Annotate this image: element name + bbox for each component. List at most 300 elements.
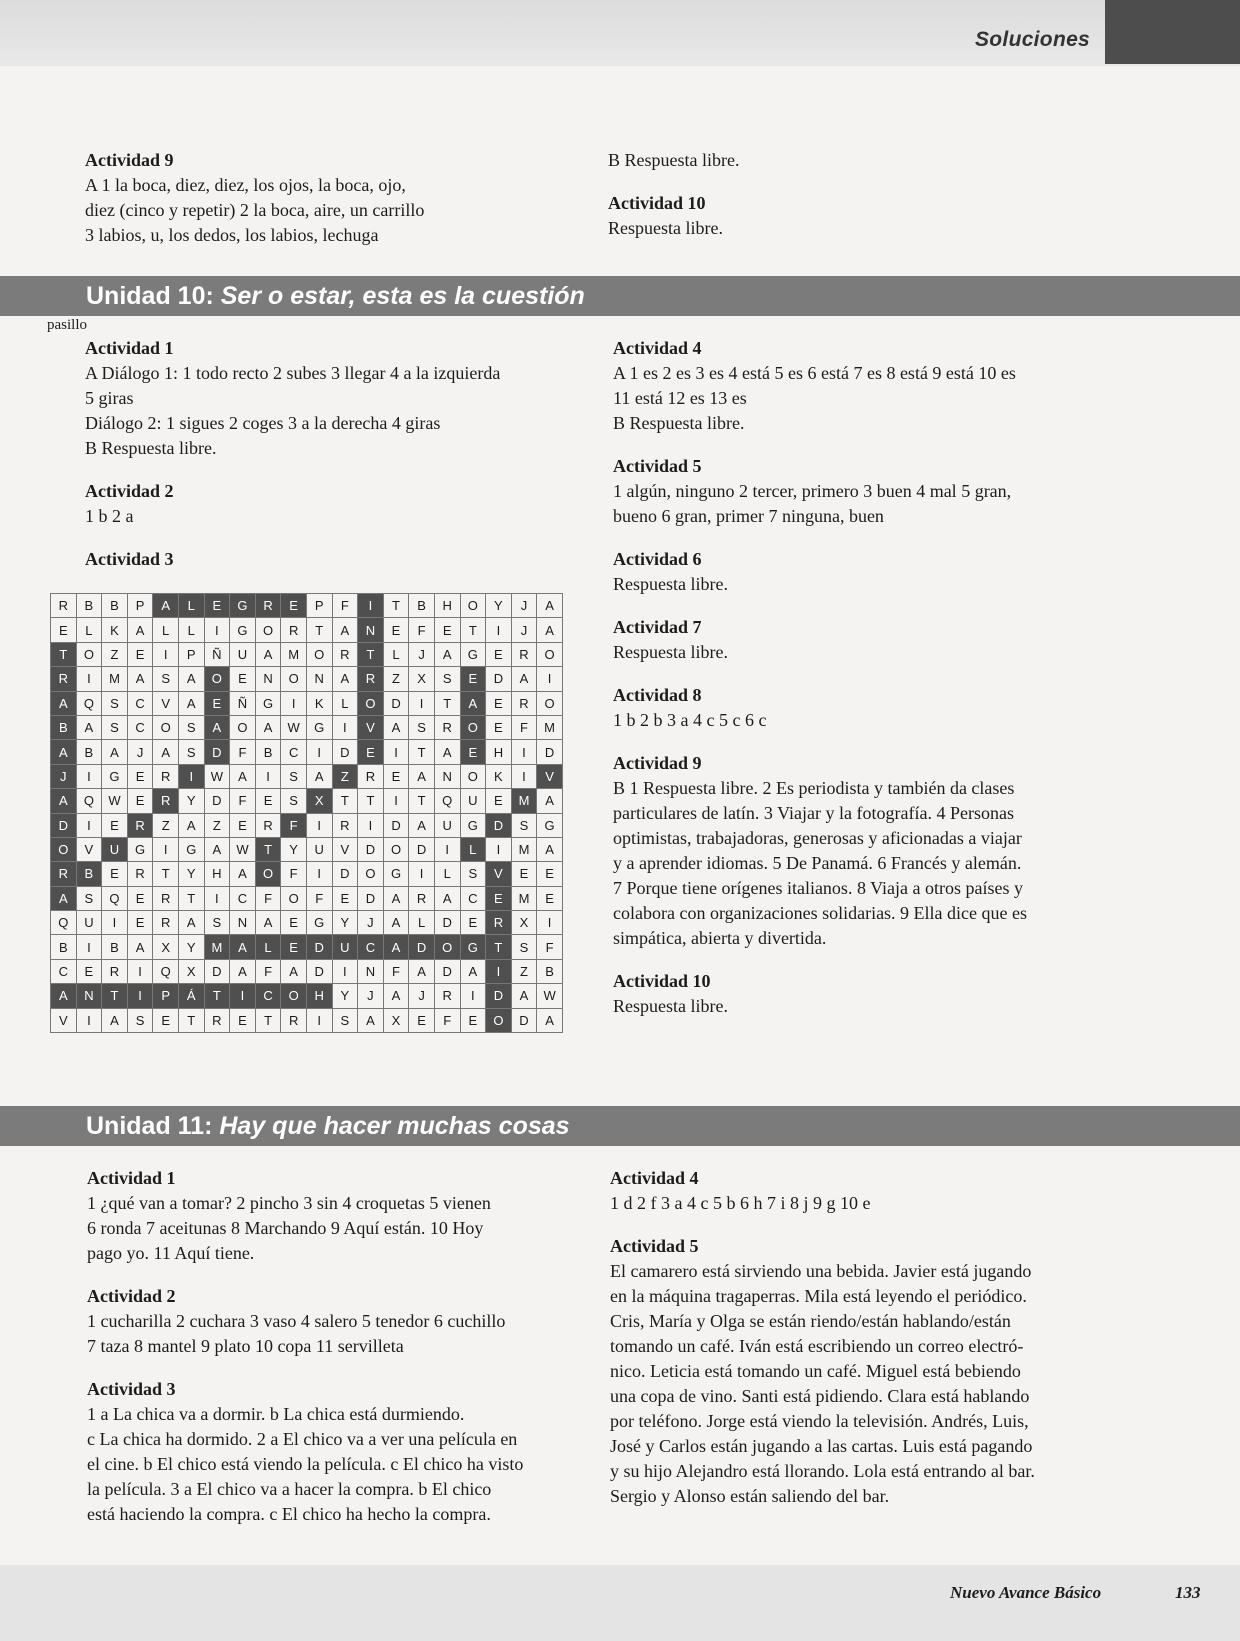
grid-cell: O xyxy=(76,642,102,666)
answer-line: 6 ronda 7 aceitunas 8 Marchando 9 Aquí están. 10 Hoy xyxy=(87,1218,484,1238)
grid-cell: S xyxy=(511,813,537,837)
grid-cell: A xyxy=(383,984,409,1008)
page-number: 133 xyxy=(1175,1583,1201,1602)
grid-cell: E xyxy=(486,642,512,666)
grid-cell: I xyxy=(358,594,384,618)
grid-cell: A xyxy=(127,618,153,642)
grid-row xyxy=(51,959,563,983)
u10-right-column xyxy=(613,336,1113,1019)
grid-cell: E xyxy=(486,691,512,715)
grid-cell: D xyxy=(332,740,358,764)
grid-cell: O xyxy=(537,642,563,666)
grid-cell: E xyxy=(281,935,307,959)
u11-left-column xyxy=(87,1166,607,1527)
grid-cell: A xyxy=(102,1008,128,1032)
unit11-band xyxy=(0,1106,1240,1146)
grid-cell: Z xyxy=(153,813,179,837)
grid-cell: B xyxy=(537,959,563,983)
grid-cell: A xyxy=(358,1008,384,1032)
grid-cell: J xyxy=(511,594,537,618)
grid-cell: A xyxy=(255,715,281,739)
grid-cell: I xyxy=(204,886,230,910)
grid-row xyxy=(51,715,563,739)
grid-cell: A xyxy=(537,1008,563,1032)
grid-cell: E xyxy=(127,911,153,935)
grid-cell: B xyxy=(76,862,102,886)
grid-row xyxy=(51,740,563,764)
grid-cell: T xyxy=(306,618,332,642)
answer-line: B Respuesta libre. xyxy=(85,438,217,458)
grid-cell: E xyxy=(127,886,153,910)
u10-left-column xyxy=(85,336,605,572)
spacer xyxy=(610,1216,1110,1234)
grid-cell: I xyxy=(383,740,409,764)
grid-cell: U xyxy=(460,789,486,813)
grid-cell: W xyxy=(102,789,128,813)
answer-line: simpática, abierta y divertida. xyxy=(613,928,827,948)
activity-heading: Actividad 1 xyxy=(87,1168,176,1188)
grid-cell: D xyxy=(358,837,384,861)
spacer xyxy=(613,436,1113,454)
word-search-grid xyxy=(50,593,563,1033)
grid-cell: C xyxy=(230,886,256,910)
grid-cell: A xyxy=(383,935,409,959)
grid-cell: O xyxy=(537,691,563,715)
grid-cell: O xyxy=(460,715,486,739)
grid-cell: I xyxy=(332,715,358,739)
grid-cell: D xyxy=(306,959,332,983)
grid-cell: T xyxy=(460,618,486,642)
grid-cell: F xyxy=(332,594,358,618)
grid-row xyxy=(51,911,563,935)
grid-cell: I xyxy=(306,813,332,837)
grid-cell: G xyxy=(460,935,486,959)
grid-cell: E xyxy=(127,764,153,788)
grid-cell: I xyxy=(204,618,230,642)
answer-line: 1 ¿qué van a tomar? 2 pincho 3 sin 4 croquetas 5 vienen xyxy=(87,1193,491,1213)
answer-line: 1 algún, ninguno 2 tercer, primero 3 buen 4 mal 5 gran, xyxy=(613,481,1012,501)
grid-cell: R xyxy=(332,642,358,666)
grid-cell: Y xyxy=(332,911,358,935)
grid-cell: O xyxy=(281,984,307,1008)
grid-cell: D xyxy=(486,984,512,1008)
grid-cell: E xyxy=(460,1008,486,1032)
grid-cell: I xyxy=(306,1008,332,1032)
grid-cell: D xyxy=(204,959,230,983)
grid-cell: L xyxy=(434,862,460,886)
grid-cell: V xyxy=(486,862,512,886)
grid-cell: J xyxy=(358,984,384,1008)
grid-cell: P xyxy=(127,594,153,618)
grid-cell: X xyxy=(306,789,332,813)
answer-line: Respuesta libre. xyxy=(613,996,728,1016)
grid-cell: A xyxy=(537,837,563,861)
grid-cell: Q xyxy=(434,789,460,813)
spacer xyxy=(613,951,1113,969)
grid-cell: S xyxy=(204,911,230,935)
grid-cell: A xyxy=(281,959,307,983)
grid-cell: K xyxy=(102,618,128,642)
grid-cell: E xyxy=(383,764,409,788)
grid-cell: B xyxy=(51,935,77,959)
grid-cell: S xyxy=(460,862,486,886)
answer-line: colabora con organizaciones solidarias. 9 Ella dice que es xyxy=(613,903,1028,923)
grid-row xyxy=(51,837,563,861)
activity-heading: Actividad 6 xyxy=(613,549,702,569)
grid-cell: H xyxy=(204,862,230,886)
grid-row xyxy=(51,667,563,691)
grid-cell: E xyxy=(383,618,409,642)
u11-right-column xyxy=(610,1166,1110,1509)
answer-line: El camarero está sirviendo una bebida. Javier está jugando xyxy=(610,1261,1032,1281)
answer-line: por teléfono. Jorge está viendo la televisión. Andrés, Luis, xyxy=(610,1411,1029,1431)
grid-cell: O xyxy=(434,935,460,959)
grid-cell: I xyxy=(255,764,281,788)
grid-cell: I xyxy=(486,959,512,983)
grid-cell: A xyxy=(383,886,409,910)
grid-cell: Ñ xyxy=(230,691,256,715)
activity-heading: Actividad 5 xyxy=(613,456,702,476)
grid-cell: S xyxy=(127,1008,153,1032)
grid-cell: R xyxy=(511,691,537,715)
grid-cell: J xyxy=(358,911,384,935)
grid-cell: D xyxy=(409,935,435,959)
grid-cell: A xyxy=(51,691,77,715)
activity-heading: Actividad 10 xyxy=(608,193,706,213)
grid-cell: U xyxy=(102,837,128,861)
grid-cell: D xyxy=(486,667,512,691)
grid-cell: O xyxy=(255,618,281,642)
grid-cell: O xyxy=(255,862,281,886)
grid-cell: A xyxy=(230,764,256,788)
grid-cell: H xyxy=(434,594,460,618)
grid-cell: V xyxy=(51,1008,77,1032)
grid-cell: X xyxy=(409,667,435,691)
grid-cell: E xyxy=(460,911,486,935)
grid-cell: A xyxy=(255,642,281,666)
grid-cell: E xyxy=(486,715,512,739)
grid-cell: S xyxy=(153,667,179,691)
grid-cell: O xyxy=(358,691,384,715)
grid-cell: G xyxy=(230,594,256,618)
grid-cell: R xyxy=(127,813,153,837)
grid-cell: G xyxy=(255,691,281,715)
grid-cell: R xyxy=(434,984,460,1008)
grid-cell: T xyxy=(255,837,281,861)
grid-cell: R xyxy=(281,618,307,642)
grid-cell: A xyxy=(511,984,537,1008)
grid-cell: F xyxy=(281,862,307,886)
grid-cell: E xyxy=(537,862,563,886)
footer-band xyxy=(0,1565,1240,1641)
grid-cell: A xyxy=(460,959,486,983)
grid-cell: P xyxy=(306,594,332,618)
grid-cell: N xyxy=(358,618,384,642)
grid-cell: E xyxy=(204,594,230,618)
grid-cell: V xyxy=(332,837,358,861)
grid-cell: L xyxy=(76,618,102,642)
grid-cell: I xyxy=(409,862,435,886)
grid-cell: R xyxy=(153,764,179,788)
grid-cell: A xyxy=(51,740,77,764)
grid-cell: G xyxy=(306,911,332,935)
grid-cell: O xyxy=(153,715,179,739)
grid-cell: R xyxy=(511,642,537,666)
unit10-band xyxy=(0,276,1240,316)
grid-cell: I xyxy=(409,691,435,715)
grid-cell: D xyxy=(51,813,77,837)
answer-line: 5 giras xyxy=(85,388,134,408)
grid-cell: A xyxy=(178,911,204,935)
grid-cell: U xyxy=(332,935,358,959)
grid-cell: G xyxy=(178,837,204,861)
grid-cell: E xyxy=(153,1008,179,1032)
grid-cell: R xyxy=(332,813,358,837)
grid-cell: R xyxy=(153,789,179,813)
answer-line: 11 está 12 es 13 es xyxy=(613,388,747,408)
grid-cell: H xyxy=(306,984,332,1008)
grid-cell: A xyxy=(434,740,460,764)
grid-cell: O xyxy=(460,594,486,618)
answer-line: y a aprender idiomas. 5 De Panamá. 6 Francés y alemán. xyxy=(613,853,1022,873)
grid-cell: E xyxy=(127,789,153,813)
grid-cell: I xyxy=(537,911,563,935)
grid-cell: D xyxy=(486,813,512,837)
grid-cell: E xyxy=(281,594,307,618)
top-left-column xyxy=(85,148,605,248)
grid-cell: I xyxy=(460,984,486,1008)
grid-cell: I xyxy=(230,984,256,1008)
grid-cell: I xyxy=(486,618,512,642)
grid-row xyxy=(51,594,563,618)
grid-cell: J xyxy=(409,984,435,1008)
grid-cell: Z xyxy=(332,764,358,788)
grid-cell: I xyxy=(153,642,179,666)
answer-line: 3 labios, u, los dedos, los labios, lechuga xyxy=(85,225,379,245)
grid-row xyxy=(51,813,563,837)
grid-cell: D xyxy=(204,740,230,764)
grid-cell: V xyxy=(153,691,179,715)
answer-line: Respuesta libre. xyxy=(613,642,728,662)
grid-cell: I xyxy=(537,667,563,691)
answer-line: B Respuesta libre. xyxy=(608,150,740,170)
grid-cell: Y xyxy=(486,594,512,618)
activity-heading: Actividad 9 xyxy=(613,753,702,773)
answer-line: B 1 Respuesta libre. 2 Es periodista y también da clases xyxy=(613,778,1015,798)
grid-cell: L xyxy=(383,642,409,666)
grid-cell: D xyxy=(358,886,384,910)
grid-cell: Q xyxy=(102,886,128,910)
grid-cell: Y xyxy=(178,789,204,813)
grid-cell: A xyxy=(153,740,179,764)
grid-cell: A xyxy=(409,764,435,788)
grid-cell: G xyxy=(306,715,332,739)
grid-cell: D xyxy=(306,935,332,959)
grid-cell: R xyxy=(281,1008,307,1032)
grid-cell: E xyxy=(358,740,384,764)
grid-cell: L xyxy=(178,594,204,618)
grid-cell: I xyxy=(153,837,179,861)
grid-cell: P xyxy=(178,642,204,666)
grid-cell: S xyxy=(281,789,307,813)
grid-cell: F xyxy=(230,789,256,813)
grid-cell: A xyxy=(153,594,179,618)
grid-cell: O xyxy=(281,886,307,910)
answer-line: 7 Porque tiene orígenes italianos. 8 Viaja a otros países y xyxy=(613,878,1023,898)
grid-cell: L xyxy=(332,691,358,715)
grid-row xyxy=(51,935,563,959)
grid-cell: E xyxy=(486,886,512,910)
grid-cell: L xyxy=(409,911,435,935)
grid-cell: E xyxy=(127,642,153,666)
grid-cell: E xyxy=(230,813,256,837)
grid-cell: R xyxy=(51,667,77,691)
grid-cell: C xyxy=(127,691,153,715)
grid-row xyxy=(51,886,563,910)
spacer xyxy=(87,1359,607,1377)
grid-cell: R xyxy=(153,886,179,910)
grid-cell: I xyxy=(76,667,102,691)
grid-cell: A xyxy=(204,715,230,739)
activity-heading: Actividad 1 xyxy=(85,338,174,358)
grid-cell: K xyxy=(306,691,332,715)
grid-cell: O xyxy=(306,642,332,666)
grid-cell: C xyxy=(255,984,281,1008)
grid-cell: A xyxy=(51,789,77,813)
grid-cell: M xyxy=(511,789,537,813)
grid-cell: I xyxy=(332,959,358,983)
grid-cell: D xyxy=(332,862,358,886)
grid-cell: D xyxy=(434,911,460,935)
grid-cell: C xyxy=(460,886,486,910)
grid-cell: C xyxy=(127,715,153,739)
grid-cell: Z xyxy=(383,667,409,691)
unit11-subtitle: Hay que hacer muchas cosas xyxy=(219,1112,570,1140)
grid-cell: D xyxy=(409,837,435,861)
activity-heading: Actividad 3 xyxy=(85,549,174,569)
grid-cell: A xyxy=(127,667,153,691)
grid-cell: A xyxy=(409,813,435,837)
grid-cell: J xyxy=(409,642,435,666)
grid-cell: O xyxy=(230,715,256,739)
grid-cell: B xyxy=(102,594,128,618)
grid-cell: T xyxy=(332,789,358,813)
answer-line: una copa de vino. Santi está pidiendo. Clara está hablando xyxy=(610,1386,1030,1406)
answer-line: bueno 6 gran, primer 7 ninguna, buen xyxy=(613,506,884,526)
grid-cell: R xyxy=(255,594,281,618)
grid-cell: T xyxy=(358,789,384,813)
grid-cell: H xyxy=(486,740,512,764)
grid-cell: U xyxy=(230,642,256,666)
activity-heading: Actividad 4 xyxy=(610,1168,699,1188)
grid-cell: A xyxy=(434,886,460,910)
grid-cell: A xyxy=(51,886,77,910)
answer-line: A 1 la boca, diez, diez, los ojos, la boca, ojo, xyxy=(85,175,406,195)
grid-cell: E xyxy=(204,691,230,715)
grid-cell: R xyxy=(153,911,179,935)
header-tab xyxy=(1105,0,1240,64)
grid-row xyxy=(51,618,563,642)
grid-cell: T xyxy=(153,862,179,886)
answer-line: particulares de latín. 3 Viajar y la fotografía. 4 Personas xyxy=(613,803,1014,823)
grid-cell: R xyxy=(486,911,512,935)
grid-cell: Y xyxy=(178,935,204,959)
grid-cell: S xyxy=(281,764,307,788)
grid-cell: S xyxy=(332,1008,358,1032)
grid-cell: I xyxy=(76,813,102,837)
grid-cell: G xyxy=(460,813,486,837)
answer-line: pago yo. 11 Aquí tiene. xyxy=(87,1243,255,1263)
grid-cell: G xyxy=(102,764,128,788)
grid-cell: R xyxy=(204,1008,230,1032)
grid-cell: S xyxy=(76,886,102,910)
top-right-column xyxy=(608,148,1108,241)
grid-cell: S xyxy=(102,691,128,715)
grid-cell: I xyxy=(511,764,537,788)
grid-cell: R xyxy=(358,764,384,788)
grid-cell: A xyxy=(332,618,358,642)
spacer xyxy=(613,597,1113,615)
grid-cell: E xyxy=(76,959,102,983)
grid-cell: G xyxy=(460,642,486,666)
grid-cell: W xyxy=(230,837,256,861)
grid-cell: T xyxy=(434,691,460,715)
grid-cell: I xyxy=(178,764,204,788)
grid-cell: T xyxy=(178,1008,204,1032)
unit10-number: Unidad 10: xyxy=(86,282,214,310)
grid-cell: Q xyxy=(51,911,77,935)
grid-cell: Ñ xyxy=(204,642,230,666)
grid-cell: A xyxy=(102,740,128,764)
grid-cell: I xyxy=(76,1008,102,1032)
grid-cell: A xyxy=(306,764,332,788)
grid-cell: A xyxy=(51,984,77,1008)
grid-cell: F xyxy=(255,886,281,910)
grid-cell: Q xyxy=(76,789,102,813)
grid-cell: J xyxy=(51,764,77,788)
grid-cell: A xyxy=(383,911,409,935)
answer-line: A 1 es 2 es 3 es 4 está 5 es 6 está 7 es 8 está 9 está 10 es xyxy=(613,363,1016,383)
grid-cell: I xyxy=(76,764,102,788)
grid-cell: T xyxy=(102,984,128,1008)
grid-cell: A xyxy=(409,959,435,983)
grid-cell: P xyxy=(153,984,179,1008)
grid-cell: W xyxy=(204,764,230,788)
grid-cell: T xyxy=(204,984,230,1008)
activity-heading: Actividad 5 xyxy=(610,1236,699,1256)
grid-cell: U xyxy=(76,911,102,935)
grid-cell: I xyxy=(434,837,460,861)
grid-cell: E xyxy=(332,886,358,910)
grid-row xyxy=(51,764,563,788)
answer-line: está haciendo la compra. c El chico ha hecho la compra. xyxy=(87,1504,491,1524)
answer-line: diez (cinco y repetir) 2 la boca, aire, un carrillo xyxy=(85,200,425,220)
grid-cell: S xyxy=(511,935,537,959)
grid-cell: I xyxy=(102,911,128,935)
grid-cell: A xyxy=(460,691,486,715)
grid-row xyxy=(51,984,563,1008)
answer-line: Sergio y Alonso están saliendo del bar. xyxy=(610,1486,890,1506)
activity-heading: Actividad 7 xyxy=(613,617,702,637)
grid-cell: J xyxy=(511,618,537,642)
grid-cell: I xyxy=(306,862,332,886)
section-title: Soluciones xyxy=(975,28,1091,51)
grid-cell: Z xyxy=(204,813,230,837)
grid-cell: N xyxy=(358,959,384,983)
grid-cell: I xyxy=(486,837,512,861)
grid-cell: A xyxy=(434,642,460,666)
grid-cell: G xyxy=(127,837,153,861)
